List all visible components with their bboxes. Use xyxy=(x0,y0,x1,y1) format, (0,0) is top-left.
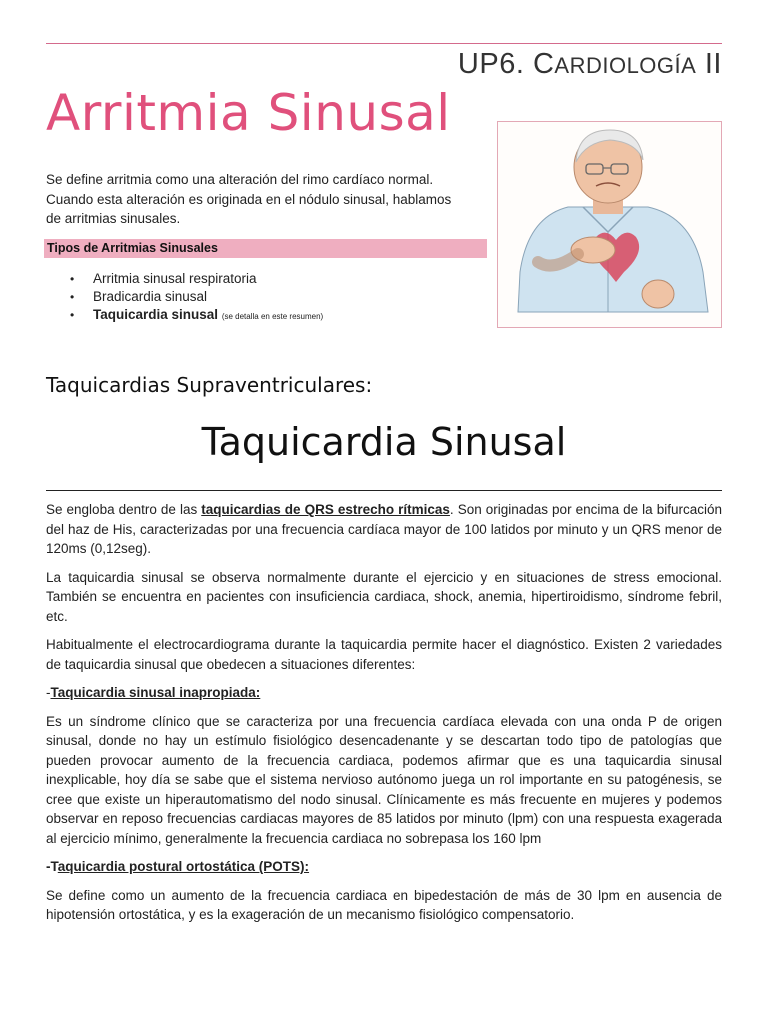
list-item xyxy=(70,306,323,324)
paragraph: Es un síndrome clínico que se caracteriza por una frecuencia cardíaca elevada con una onda P de origen sinusal, donde no hay un estímulo fisiológico desencadenante y se descartan todo tipo de patologías que pueden provocar aumento de la frecuencia cardiaca, podemos afirmar que es una taquicardia sinusal inexplicable, hoy día se sabe que el sistema nervioso autónomo juega un rol importante en su patogénesis, se cree que existe un hiperautomatismo del nodo sinusal. Clínicamente es más frecuente en mujeres y podemos observar en reposo frecuencias cardiacas mayores de 85 latidos por minuto (lpm) con una respuesta exagerada al ejercicio mínimo, generalmente la frecuencia cardiaca no sobrepasa los 160 lpm xyxy=(46,713,722,846)
unit-initial: C xyxy=(532,48,555,80)
paragraph: Habitualmente el electrocardiograma durante la taquicardia permite hacer el diagnóstico. Existen 2 variedades de taquicardia sinusal que obedecen a situaciones diferentes: xyxy=(46,637,722,672)
subheading-text: Taquicardia sinusal inapropiada: xyxy=(50,685,261,700)
types-list xyxy=(70,270,323,324)
paragraph-text: . Son originadas por encima de la bifurcación del haz de His, caracterizadas por una frecuencia cardíaca mayor de 100 latidos por minuto y un QRS menor de 120ms (0,12seg). xyxy=(46,502,722,556)
bullet-icon: • xyxy=(70,290,75,304)
list-item-label: Bradicardia sinusal xyxy=(93,289,208,304)
unit-number: II xyxy=(704,48,722,80)
unit-space xyxy=(696,48,705,80)
bullet-icon: • xyxy=(70,272,75,286)
subheading-text: aquicardia postural ortostática (POTS): xyxy=(57,859,310,874)
list-item-label: Taquicardia sinusal xyxy=(93,307,219,322)
unit-header xyxy=(458,48,722,81)
unit-smallcaps: ARDIOLOGÍA xyxy=(554,53,697,78)
bullet-icon: • xyxy=(70,308,75,322)
types-heading: Tipos de Arritmias Sinusales xyxy=(44,239,487,258)
subheading-dash: - xyxy=(46,685,51,700)
emphasis-text: taquicardias de QRS estrecho rítmicas xyxy=(201,502,450,517)
paragraph xyxy=(46,500,722,559)
paragraph-text: Se engloba dentro de las xyxy=(46,502,202,517)
list-item xyxy=(70,270,323,288)
unit-prefix: UP6. xyxy=(457,48,533,80)
list-item-label: Arritmia sinusal respiratoria xyxy=(93,271,257,286)
page-title: Arritmia Sinusal xyxy=(46,84,451,142)
list-item xyxy=(70,288,323,306)
man-clutching-chest-icon xyxy=(498,122,721,327)
paragraph: La taquicardia sinusal se observa normalmente durante el ejercicio y en situaciones de stress emocional. También se encuentra en pacientes con insuficiencia cardiaca, shock, anemia, hipertiroidismo, síndrome febril, etc. xyxy=(46,569,722,624)
subheading xyxy=(46,683,722,703)
subheading xyxy=(46,857,722,877)
intro-paragraph: Se define arritmia como una alteración del rimo cardíaco normal. Cuando esta alteración es originada en el nódulo sinusal, hablamos de arritmias sinusales. xyxy=(46,172,452,226)
subheading-dash: -T xyxy=(46,859,58,874)
illustration-frame xyxy=(497,121,722,328)
top-rule xyxy=(46,43,722,44)
topic-title: Taquicardia Sinusal xyxy=(201,420,567,464)
list-item-note: (se detalla en este resumen) xyxy=(221,312,324,321)
paragraph: Se define como un aumento de la frecuencia cardiaca en bipedestación de más de 30 lpm en ausencia de hipotensión ortostática, y es la exageración de un mecanismo fisiológico compensatorio. xyxy=(46,887,722,922)
body-text xyxy=(46,500,722,934)
section-title: Taquicardias Supraventriculares: xyxy=(46,373,373,397)
divider xyxy=(46,490,722,491)
